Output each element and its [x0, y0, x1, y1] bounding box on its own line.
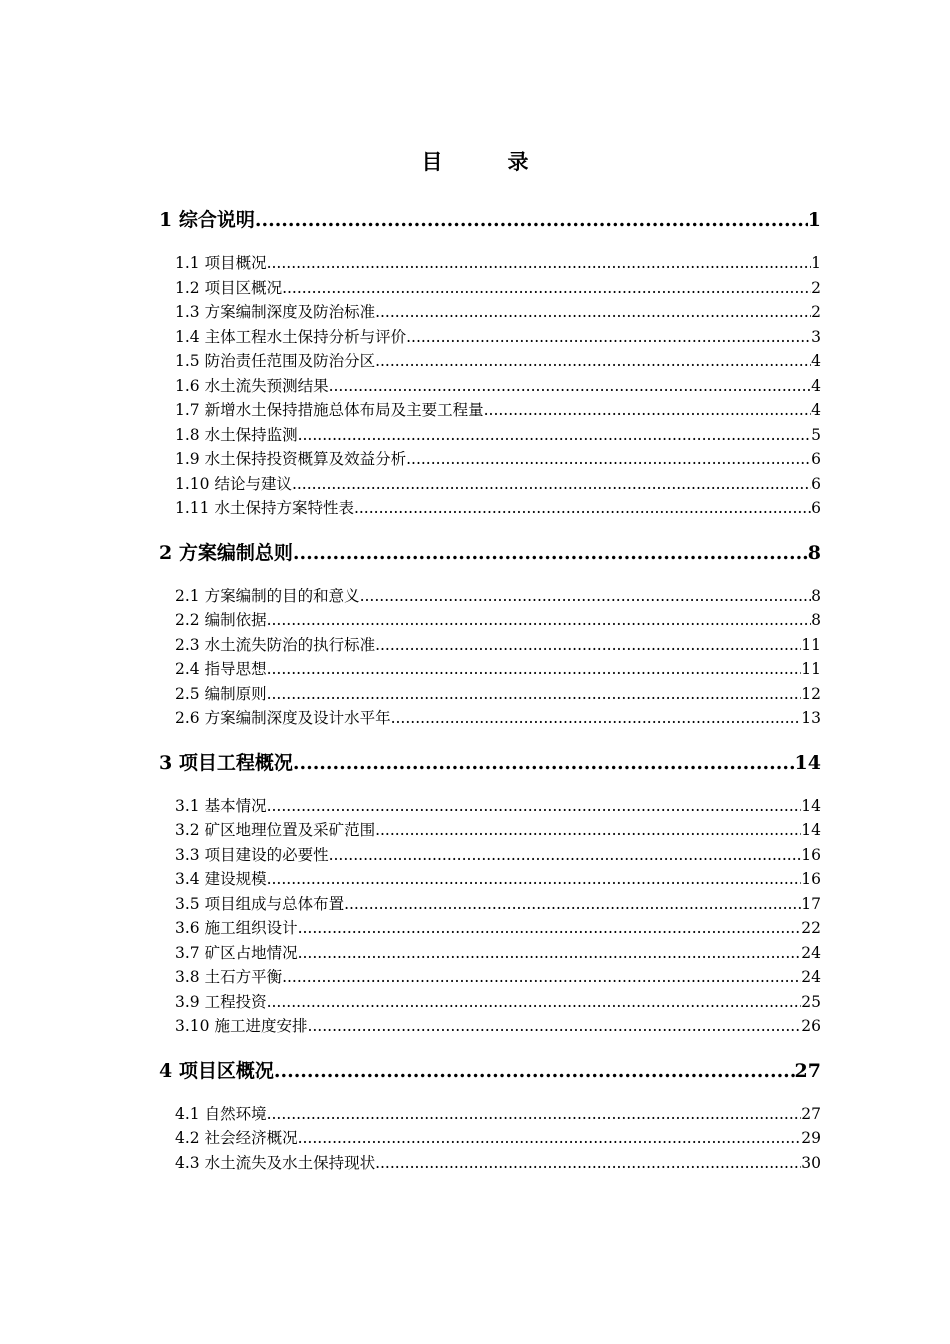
- toc-page-number: 6: [811, 499, 821, 517]
- dot-leader: [282, 276, 811, 301]
- toc-item-label: 4.3 水土流失及水土保持现状: [175, 1153, 376, 1172]
- toc-item-label: 3.6 施工组织设计: [175, 919, 298, 937]
- dot-leader: [267, 657, 802, 682]
- toc-item-label: 2.3 水土流失防治的执行标准: [175, 635, 376, 654]
- dot-leader: [329, 374, 812, 399]
- toc-item-label: 1.10 结论与建议: [175, 474, 292, 493]
- toc-page-number: 16: [801, 845, 821, 864]
- toc-item[interactable]: [175, 633, 821, 658]
- toc-item[interactable]: [175, 349, 821, 374]
- toc-page-number: 17: [801, 894, 821, 913]
- toc-item[interactable]: [175, 584, 821, 609]
- dot-leader: [375, 300, 811, 325]
- toc-item-label: 3.5 项目组成与总体布置: [175, 894, 345, 913]
- toc-item-label: 1.9 水土保持投资概算及效益分析: [175, 450, 407, 468]
- toc-item-label: 1.3 方案编制深度及防治标准: [175, 303, 376, 321]
- toc-item[interactable]: [175, 251, 821, 276]
- toc-page-number: 16: [801, 870, 821, 888]
- toc-page-number: 27: [801, 1104, 821, 1123]
- dot-leader: [406, 447, 811, 472]
- dot-leader: [267, 608, 812, 633]
- toc-page-number: 13: [801, 709, 821, 727]
- dot-leader: [267, 990, 802, 1015]
- toc-page-number: 29: [801, 1129, 821, 1147]
- toc-page-number: 8: [807, 541, 821, 564]
- toc-section: [159, 537, 821, 731]
- dot-leader: [267, 794, 802, 819]
- toc-item[interactable]: [175, 843, 821, 868]
- toc-page-number: 14: [801, 821, 821, 839]
- toc-item[interactable]: [175, 472, 821, 497]
- toc-item-label: 4.1 自然环境: [175, 1104, 267, 1123]
- dot-leader: [298, 941, 802, 966]
- toc-item[interactable]: [175, 1126, 821, 1151]
- toc-page-number: 2: [811, 278, 821, 297]
- toc-item-label: 3.7 矿区占地情况: [175, 943, 298, 962]
- toc-sublist: [159, 794, 821, 1039]
- toc-heading[interactable]: [159, 204, 821, 236]
- dot-leader: [292, 472, 811, 497]
- dot-leader: [307, 1014, 801, 1039]
- toc-item-label: 1.8 水土保持监测: [175, 425, 298, 444]
- toc-page-number: 8: [811, 611, 821, 629]
- toc-item[interactable]: [175, 941, 821, 966]
- dot-leader: [375, 1151, 801, 1176]
- toc-page-number: 2: [811, 303, 821, 321]
- toc-page-number: 14: [801, 796, 821, 815]
- dot-leader: [293, 747, 795, 779]
- toc-page-number: 4: [811, 376, 821, 395]
- toc-item-label: 4.2 社会经济概况: [175, 1129, 298, 1147]
- toc-item[interactable]: [175, 608, 821, 633]
- toc-page-number: 3: [811, 327, 821, 346]
- toc-page-number: 6: [811, 450, 821, 468]
- toc-item-label: 1.5 防治责任范围及防治分区: [175, 352, 376, 370]
- toc-heading-label: 2 方案编制总则: [159, 541, 293, 564]
- dot-leader: [406, 325, 811, 350]
- dot-leader: [298, 916, 802, 941]
- toc-item-label: 3.4 建设规模: [175, 870, 267, 888]
- toc-item-label: 1.4 主体工程水土保持分析与评价: [175, 327, 407, 346]
- toc-item[interactable]: [175, 1014, 821, 1039]
- toc-item[interactable]: [175, 892, 821, 917]
- toc-item-label: 3.1 基本情况: [175, 796, 267, 815]
- toc-page-number: 4: [811, 401, 821, 419]
- toc-item[interactable]: [175, 325, 821, 350]
- toc-item[interactable]: [175, 990, 821, 1015]
- toc-page-number: 26: [801, 1017, 821, 1035]
- toc-heading-label: 4 项目区概况: [159, 1059, 274, 1082]
- toc-page-number: 14: [794, 751, 821, 774]
- toc-item[interactable]: [175, 794, 821, 819]
- toc-item[interactable]: [175, 276, 821, 301]
- toc-item-label: 3.3 项目建设的必要性: [175, 845, 329, 864]
- toc-item[interactable]: [175, 867, 821, 892]
- toc-item[interactable]: [175, 300, 821, 325]
- toc-item[interactable]: [175, 1102, 821, 1127]
- toc-item-label: 2.6 方案编制深度及设计水平年: [175, 709, 391, 727]
- toc-heading[interactable]: [159, 537, 821, 569]
- dot-leader: [344, 892, 801, 917]
- toc-item-label: 3.2 矿区地理位置及采矿范围: [175, 821, 376, 839]
- toc-page-number: 27: [794, 1059, 821, 1082]
- dot-leader: [267, 1102, 802, 1127]
- dot-leader: [298, 423, 812, 448]
- toc-item-label: 2.4 指导思想: [175, 660, 267, 678]
- toc-item[interactable]: [175, 423, 821, 448]
- dot-leader: [375, 633, 801, 658]
- dot-leader: [293, 537, 808, 569]
- toc-item[interactable]: [175, 682, 821, 707]
- toc-item-label: 1.1 项目概况: [175, 254, 267, 272]
- toc-page-number: 11: [801, 660, 821, 678]
- toc-section: [159, 204, 821, 521]
- dot-leader: [329, 843, 802, 868]
- toc-item-label: 1.2 项目区概况: [175, 278, 283, 297]
- toc-item-label: 2.5 编制原则: [175, 684, 267, 703]
- dot-leader: [375, 818, 801, 843]
- dot-leader: [267, 251, 812, 276]
- dot-leader: [274, 1055, 795, 1087]
- toc-item-label: 2.2 编制依据: [175, 611, 267, 629]
- toc-page-number: 6: [811, 474, 821, 493]
- toc-item[interactable]: [175, 447, 821, 472]
- toc-page-number: 24: [801, 968, 821, 986]
- dot-leader: [255, 204, 808, 236]
- toc-page-number: 22: [801, 919, 821, 937]
- toc-page-number: 4: [811, 352, 821, 370]
- toc-item-label: 2.1 方案编制的目的和意义: [175, 586, 360, 605]
- toc-item-label: 1.11 水土保持方案特性表: [175, 499, 354, 517]
- dot-leader: [484, 398, 812, 423]
- toc-page-number: 1: [807, 209, 821, 231]
- toc-item-label: 1.7 新增水土保持措施总体布局及主要工程量: [175, 401, 484, 419]
- toc-sublist: [159, 584, 821, 731]
- dot-leader: [391, 706, 802, 731]
- dot-leader: [298, 1126, 802, 1151]
- toc-heading-label: 1 综合说明: [159, 209, 255, 231]
- dot-leader: [360, 584, 812, 609]
- toc-item[interactable]: [175, 818, 821, 843]
- toc-item-label: 3.8 土石方平衡: [175, 968, 283, 986]
- toc-sublist: [159, 1102, 821, 1176]
- toc-item[interactable]: [175, 1151, 821, 1176]
- dot-leader: [375, 349, 811, 374]
- toc-item-label: 3.10 施工进度安排: [175, 1017, 308, 1035]
- toc-item[interactable]: [175, 916, 821, 941]
- dot-leader: [282, 965, 801, 990]
- toc-page-number: 8: [811, 586, 821, 605]
- toc-item[interactable]: [175, 374, 821, 399]
- toc-item[interactable]: [175, 706, 821, 731]
- page-title: 目 录: [421, 149, 551, 174]
- toc-page-number: 24: [801, 943, 821, 962]
- dot-leader: [354, 496, 811, 521]
- toc-page-number: 11: [801, 635, 821, 654]
- toc-item[interactable]: [175, 657, 821, 682]
- toc-page-number: 30: [801, 1153, 821, 1172]
- toc-section: [159, 1055, 821, 1176]
- toc-page-number: 12: [801, 684, 821, 703]
- table-of-contents: [159, 204, 821, 1191]
- toc-item-label: 1.6 水土流失预测结果: [175, 376, 329, 395]
- toc-heading[interactable]: [159, 1055, 821, 1087]
- toc-item-label: 3.9 工程投资: [175, 992, 267, 1011]
- dot-leader: [267, 867, 802, 892]
- toc-item[interactable]: [175, 398, 821, 423]
- toc-sublist: [159, 251, 821, 521]
- toc-heading-label: 3 项目工程概况: [159, 751, 293, 774]
- toc-page-number: 1: [811, 254, 821, 272]
- toc-page-number: 25: [801, 992, 821, 1011]
- toc-item[interactable]: [175, 496, 821, 521]
- toc-page-number: 5: [811, 425, 821, 444]
- dot-leader: [267, 682, 802, 707]
- toc-section: [159, 747, 821, 1039]
- toc-item[interactable]: [175, 965, 821, 990]
- toc-heading[interactable]: [159, 747, 821, 779]
